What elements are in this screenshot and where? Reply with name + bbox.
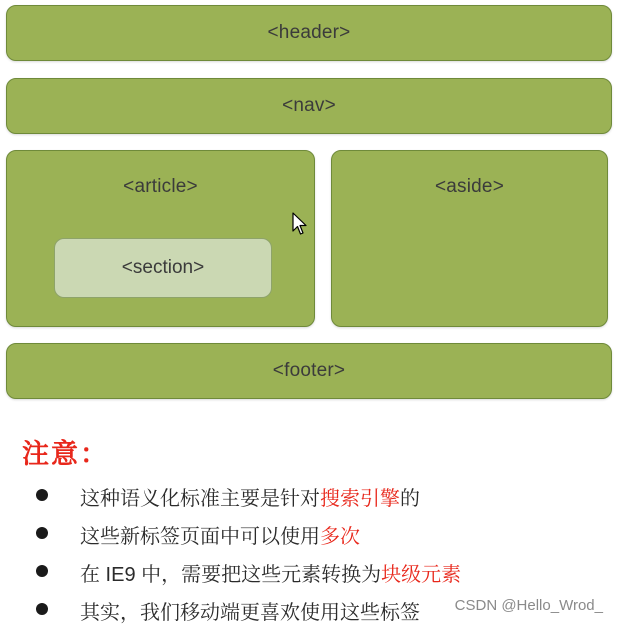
list-item-text (80, 596, 420, 624)
nav-label: <nav> (282, 95, 336, 116)
list-item-text (80, 520, 360, 549)
list-item (0, 517, 617, 547)
list-item-text (80, 558, 461, 587)
section-block (54, 238, 272, 298)
list-item-text (80, 482, 420, 511)
footer-block (6, 343, 612, 399)
bullet-icon (36, 603, 48, 615)
section-label: <section> (121, 257, 205, 278)
list-item-plain: 在 IE9 中，需要把这些元素转换为 (80, 564, 382, 586)
list-item-plain: 其实，我们移动端更喜欢使用这些标签 (80, 602, 420, 624)
bullet-icon (36, 527, 48, 539)
header-label: <header> (267, 22, 351, 43)
list-item-plain: 这些新标签页面中可以使用 (80, 526, 320, 548)
list-item-highlight: 块级元素 (381, 564, 462, 586)
aside-block (331, 150, 608, 327)
list-item-plain: 这种语义化标准主要是针对 (80, 488, 320, 510)
nav-block (6, 78, 612, 134)
bullet-icon (36, 565, 48, 577)
list-item (0, 555, 617, 585)
watermark: CSDN @Hello_Wrod_ (454, 597, 603, 614)
list-item-suffix: 的 (400, 488, 420, 510)
mouse-cursor-icon (292, 212, 308, 236)
note-title: 注意： (22, 439, 109, 469)
footer-label: <footer> (272, 360, 346, 381)
header-block (6, 5, 612, 61)
list-item-highlight: 搜索引擎 (320, 488, 400, 510)
aside-label: <aside> (434, 176, 504, 197)
bullet-icon (36, 489, 48, 501)
list-item-highlight: 多次 (320, 526, 360, 548)
article-label: <article> (123, 176, 198, 197)
list-item (0, 479, 617, 509)
